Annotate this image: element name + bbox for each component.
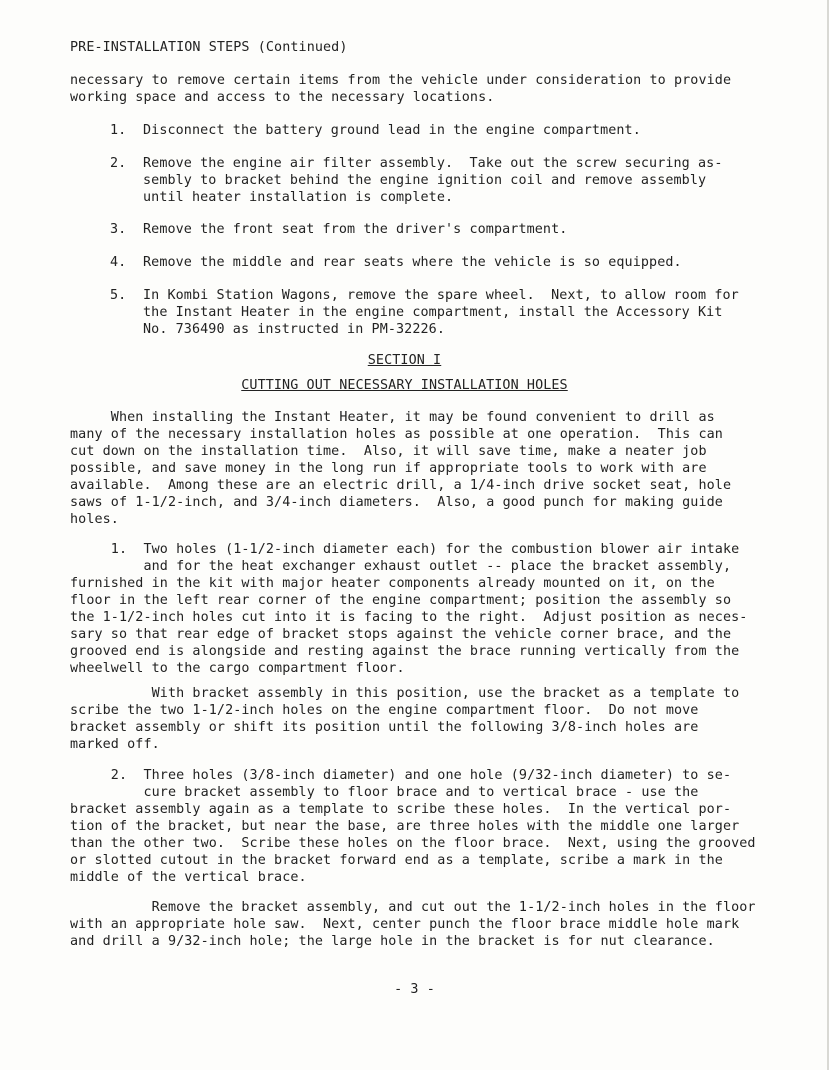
paragraph-line: tion of the bracket, but near the base, are three holes with the middle one larger <box>70 819 740 834</box>
section-subtitle: CUTTING OUT NECESSARY INSTALLATION HOLES <box>241 378 568 393</box>
paragraph-line: bracket assembly or shift its position until the following 3/8-inch holes are <box>70 720 699 735</box>
paragraph-line: scribe the two 1-1/2-inch holes on the engine compartment floor. Do not move <box>70 703 699 718</box>
page-header: PRE-INSTALLATION STEPS (Continued) <box>70 40 348 55</box>
paragraph-line: possible, and save money in the long run if appropriate tools to work with are <box>70 461 707 476</box>
step-number: 4. <box>110 255 127 270</box>
paragraph-line: bracket assembly again as a template to scribe these holes. In the vertical por- <box>70 802 732 817</box>
paragraph-line: the 1-1/2-inch holes cut into it is facing to the right. Adjust position as neces- <box>70 610 748 625</box>
paragraph-line: middle of the vertical brace. <box>70 870 307 885</box>
paragraph-line: many of the necessary installation holes as possible at one operation. This can <box>70 427 723 442</box>
paragraph-line: cure bracket assembly to floor brace and to vertical brace - use the <box>70 785 699 800</box>
section-title: SECTION I <box>367 353 442 368</box>
paragraph-line: Remove the bracket assembly, and cut out the 1-1/2-inch holes in the floor <box>70 900 756 915</box>
paragraph-line: saws of 1-1/2-inch, and 3/4-inch diameters. Also, a good punch for making guide <box>70 495 723 510</box>
paragraph-line: cut down on the installation time. Also, it will save time, make a neater job <box>70 444 707 459</box>
paragraph-line: wheelwell to the cargo compartment floor. <box>70 661 405 676</box>
paragraph-line: and drill a 9/32-inch hole; the large hole in the bracket is for nut clearance. <box>70 934 715 949</box>
paragraph-line: sary so that rear edge of bracket stops against the vehicle corner brace, and the <box>70 627 732 642</box>
intro-line: necessary to remove certain items from the vehicle under consideration to provide <box>70 73 732 88</box>
paragraph-line: and for the heat exchanger exhaust outlet -- place the bracket assembly, <box>70 559 732 574</box>
paragraph-line: 1. Two holes (1-1/2-inch diameter each) for the combustion blower air intake <box>70 542 740 557</box>
step-text: the Instant Heater in the engine compartment, install the Accessory Kit <box>143 305 723 320</box>
step-text: Remove the engine air filter assembly. Take out the screw securing as- <box>143 156 723 171</box>
step-text: In Kombi Station Wagons, remove the spare wheel. Next, to allow room for <box>143 288 739 303</box>
step-number: 5. <box>110 288 127 303</box>
paragraph-line: holes. <box>70 512 119 527</box>
step-number: 3. <box>110 222 127 237</box>
step-number: 2. <box>110 156 127 171</box>
page-number: - 3 - <box>394 982 435 997</box>
step-text: No. 736490 as instructed in PM-32226. <box>143 322 445 337</box>
paragraph-line: grooved end is alongside and resting against the brace running vertically from the <box>70 644 740 659</box>
paragraph-line: or slotted cutout in the bracket forward end as a template, scribe a mark in the <box>70 853 723 868</box>
paragraph-line: with an appropriate hole saw. Next, center punch the floor brace middle hole mark <box>70 917 740 932</box>
paragraph-line: than the other two. Scribe these holes on the floor brace. Next, using the grooved <box>70 836 756 851</box>
paragraph-line: furnished in the kit with major heater components already mounted on it, on the <box>70 576 715 591</box>
step-text: Disconnect the battery ground lead in the engine compartment. <box>143 123 641 138</box>
step-text: Remove the front seat from the driver's compartment. <box>143 222 568 237</box>
step-number: 1. <box>110 123 127 138</box>
paragraph-line: available. Among these are an electric drill, a 1/4-inch drive socket seat, hole <box>70 478 732 493</box>
paragraph-line: With bracket assembly in this position, use the bracket as a template to <box>70 686 740 701</box>
step-text: sembly to bracket behind the engine ignition coil and remove assembly <box>143 173 707 188</box>
step-text: until heater installation is complete. <box>143 190 454 205</box>
paragraph-line: marked off. <box>70 737 160 752</box>
intro-line: working space and access to the necessary locations. <box>70 90 495 105</box>
paragraph-line: When installing the Instant Heater, it may be found convenient to drill as <box>70 410 715 425</box>
step-text: Remove the middle and rear seats where the vehicle is so equipped. <box>143 255 682 270</box>
paragraph-line: floor in the left rear corner of the engine compartment; position the assembly so <box>70 593 732 608</box>
paragraph-line: 2. Three holes (3/8-inch diameter) and one hole (9/32-inch diameter) to se- <box>70 768 732 783</box>
